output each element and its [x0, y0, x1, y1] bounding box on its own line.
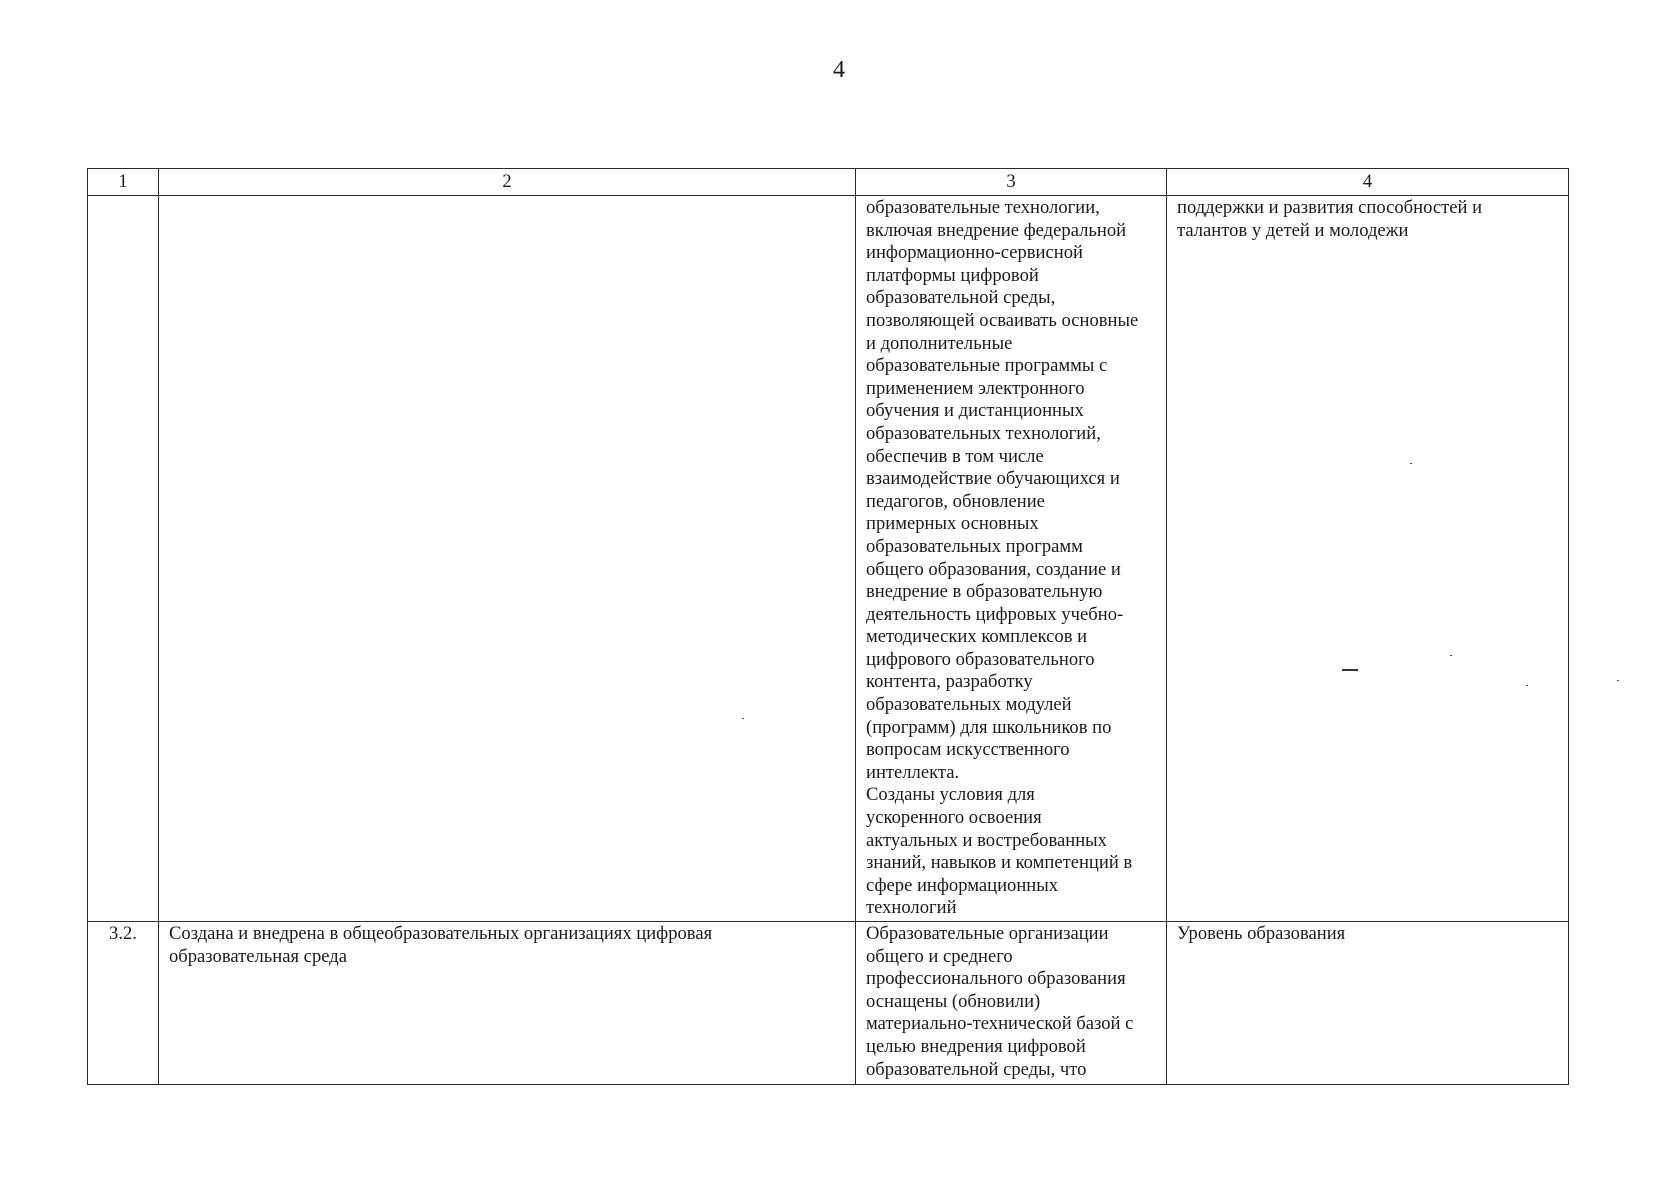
scan-speck: [1526, 685, 1528, 686]
scan-speck: [1450, 655, 1452, 656]
page-number: 4: [833, 57, 845, 83]
table-row: [88, 196, 1569, 922]
column-number-2: 2: [159, 169, 856, 196]
measure-cell: Создана и внедрена в общеобразовательных организациях цифровая образовательная среда: [159, 922, 856, 1085]
scan-speck: [1617, 680, 1619, 681]
table-header-row: [88, 169, 1569, 196]
row-number-cell: 3.2.: [88, 922, 159, 1085]
characteristic-cell: поддержки и развития способностей и талантов у детей и молодежи: [1167, 196, 1569, 922]
measures-table: [87, 168, 1569, 1085]
column-number-4: 4: [1167, 169, 1569, 196]
result-description-cell: Образовательные организации общего и среднего профессионального образования оснащены (обновили) материально-технической базой с целью внедрения цифровой образовательной среды, что: [856, 922, 1167, 1085]
scan-speck: [742, 718, 744, 719]
measure-cell: [159, 196, 856, 922]
scan-dash-mark: [1342, 669, 1358, 671]
row-number-cell: [88, 196, 159, 922]
table-row: [88, 922, 1569, 1085]
column-number-3: 3: [856, 169, 1167, 196]
result-description-cell: образовательные технологии, включая внедрение федеральной информационно-сервисной платформы цифровой образовательной среды, позволяющей осваивать основные и дополнительные образовательные программы с применением электронного обучения и дистанционных образовательных технологий, обеспечив в том числе взаимодействие обучающихся и педагогов, обновление примерных основных образовательных программ общего образования, создание и внедрение в образовательную деятельность цифровых учебно- методических комплексов и цифрового образовательного контента, разработку образовательных модулей (программ) для школьников по вопросам искусственного интеллекта. Созданы условия для ускоренного освоения актуальных и востребованных знаний, навыков и компетенций в сфере информационных технологий: [856, 196, 1167, 922]
characteristic-cell: Уровень образования: [1167, 922, 1569, 1085]
column-number-1: 1: [88, 169, 159, 196]
scan-speck: [1410, 463, 1412, 464]
